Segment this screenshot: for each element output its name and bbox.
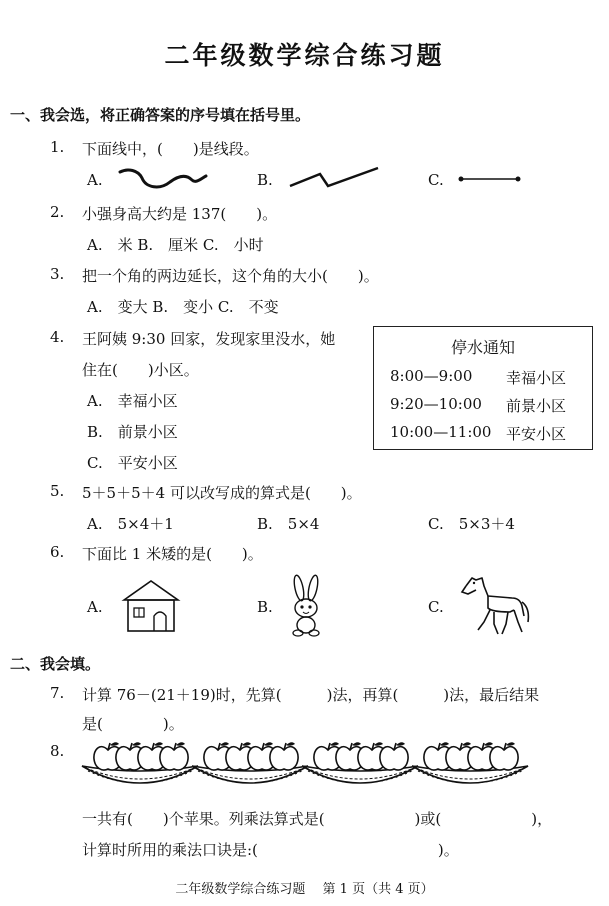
curved-line-icon bbox=[118, 166, 208, 194]
q1-text: 下面线中，( )是线段。 bbox=[82, 140, 259, 158]
notice-row bbox=[390, 367, 567, 387]
q8-text-line1: 一共有( )个苹果。列乘法算式是( )或( )， bbox=[82, 810, 553, 828]
q4-number: 4. bbox=[50, 328, 65, 346]
q4-option-c: C. 平安小区 bbox=[87, 454, 178, 472]
footer-title: 二年级数学综合练习题 bbox=[175, 882, 306, 897]
notice-title: 停水通知 bbox=[450, 338, 515, 357]
q2-options: A. 米 B. 厘米 C. 小时 bbox=[87, 236, 264, 254]
q4-text-line1: 王阿姨 9:30 回家，发现家里没水，她 bbox=[82, 330, 336, 348]
house-icon bbox=[118, 578, 184, 634]
water-notice-box bbox=[373, 326, 593, 450]
q2-text: 小强身高大约是 137( )。 bbox=[82, 205, 278, 223]
q1-option-c: C. bbox=[428, 171, 444, 189]
notice-time: 8:00—9:00 bbox=[390, 367, 473, 385]
q4-option-b: B. 前景小区 bbox=[87, 423, 178, 441]
page-footer bbox=[0, 878, 609, 897]
q5-option-b: B. 5×4 bbox=[257, 515, 320, 533]
q6-option-a: A. bbox=[87, 598, 103, 616]
q2-number: 2. bbox=[50, 203, 65, 221]
q6-number: 6. bbox=[50, 543, 65, 561]
q7-number: 7. bbox=[50, 684, 65, 702]
line-segment-icon bbox=[458, 174, 522, 184]
broken-line-icon bbox=[288, 166, 380, 192]
page-title: 二年级数学综合练习题 bbox=[164, 41, 445, 70]
notice-place: 前景小区 bbox=[506, 397, 567, 415]
notice-place: 平安小区 bbox=[506, 425, 567, 443]
q6-text: 下面比 1 米矮的是( )。 bbox=[82, 545, 263, 563]
rabbit-icon bbox=[286, 574, 328, 638]
q5-text: 5＋5＋5＋4 可以改写成的算式是( )。 bbox=[82, 484, 362, 502]
section-1-heading: 一、我会选，将正确答案的序号填在括号里。 bbox=[10, 106, 311, 124]
q7-text-line1: 计算 76－(21＋19)时，先算( )法，再算( )法，最后结果 bbox=[82, 686, 540, 704]
notice-place: 幸福小区 bbox=[506, 369, 567, 387]
section-2-heading: 二、我会填。 bbox=[10, 655, 101, 673]
notice-row bbox=[390, 395, 567, 415]
q8-text-line2: 计算时所用的乘法口诀是:( )。 bbox=[82, 841, 459, 859]
q7-text-line2: 是( )。 bbox=[82, 715, 184, 733]
q3-text: 把一个角的两边延长，这个角的大小( )。 bbox=[82, 267, 379, 285]
notice-time: 10:00—11:00 bbox=[390, 423, 492, 441]
q5-option-c: C. 5×3＋4 bbox=[428, 515, 515, 533]
q4-option-a: A. 幸福小区 bbox=[87, 392, 178, 410]
q6-option-c: C. bbox=[428, 598, 444, 616]
q8-number: 8. bbox=[50, 742, 65, 760]
q5-number: 5. bbox=[50, 482, 65, 500]
page-number: 第 1 页（共 4 页） bbox=[322, 882, 434, 897]
q1-number: 1. bbox=[50, 138, 65, 156]
q3-number: 3. bbox=[50, 265, 65, 283]
q1-option-a: A. bbox=[87, 171, 103, 189]
q1-option-b: B. bbox=[257, 171, 273, 189]
q5-option-a: A. 5×4＋1 bbox=[87, 515, 174, 533]
notice-time: 9:20—10:00 bbox=[390, 395, 482, 413]
q6-option-b: B. bbox=[257, 598, 273, 616]
q3-options: A. 变大 B. 变小 C. 不变 bbox=[87, 298, 279, 316]
apple-plates-illustration bbox=[76, 740, 606, 790]
notice-row bbox=[390, 423, 567, 443]
q4-text-line2: 住在( )小区。 bbox=[82, 361, 199, 379]
horse-icon bbox=[458, 572, 532, 638]
